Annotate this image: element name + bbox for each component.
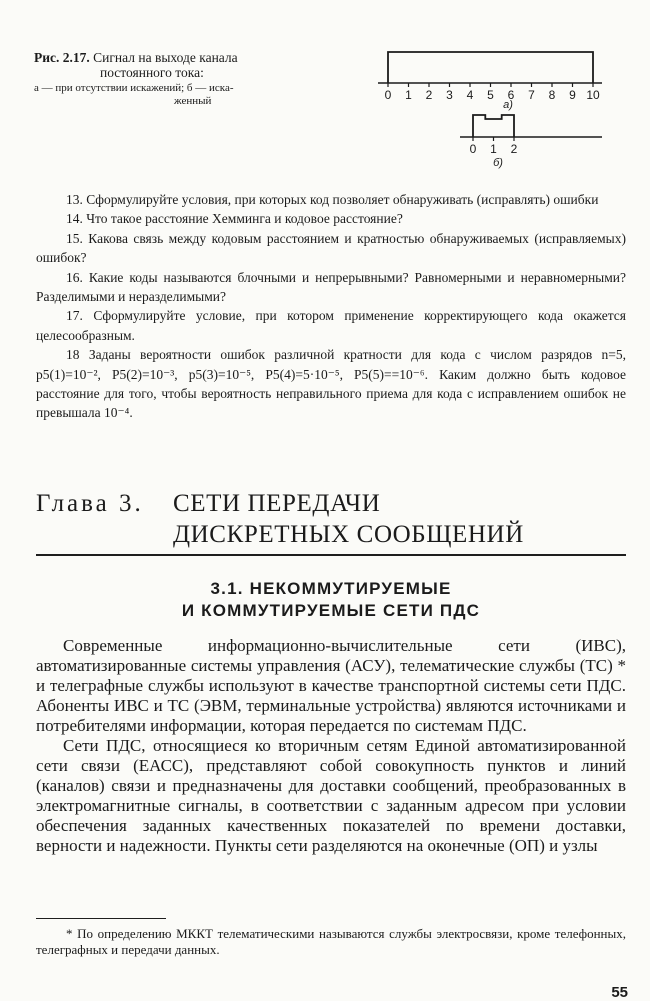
footnote-text: * По определению МККТ телематическими называются службы электросвязи, кроме телефонных, телеграфных и передачи данных.	[36, 926, 626, 957]
caption-title-line	[34, 50, 319, 65]
plot-a-tick-label: 9	[569, 88, 576, 102]
plot-a-tick-label: 5	[487, 88, 494, 102]
footnote-rule	[36, 918, 166, 919]
caption-title: Сигнал на выходе канала	[93, 50, 238, 65]
caption-title-cont: постоянного тока:	[100, 65, 204, 80]
plot-a-tick-label: 4	[466, 88, 474, 102]
section-heading	[36, 578, 626, 622]
plot-b-tick-label: 2	[510, 142, 518, 156]
body-paragraph-1: Современные информационно-вычислительные сети (ИВС), автоматизированные системы управления (АСУ), телематические службы (ТС) * и телеграфные службы используют в качестве транспортной системы сети ПДС. Абоненты ИВС и ТС (ЭВМ, терминальные устройства) являются источниками и потребителями информации, которая передается по системам ПДС.	[36, 636, 626, 735]
plot-b-tick-label: 0	[469, 142, 477, 156]
question-13: 13. Сформулируйте условия, при которых код позволяет обнаруживать (исправлять) ошибки	[66, 192, 599, 207]
chapter-heading	[36, 488, 524, 550]
plot-a-tick-label: 8	[548, 88, 556, 102]
section-title-line2: И КОММУТИРУЕМЫЕ СЕТИ ПДС	[181, 601, 481, 620]
figure-caption	[34, 50, 319, 108]
caption-legend	[34, 82, 319, 108]
plot-a-tick-label: 7	[528, 88, 535, 102]
plot-a-tick-label: 2	[425, 88, 433, 102]
chapter-title-line1: СЕТИ ПЕРЕДАЧИ	[173, 490, 381, 517]
plot-a-tick-label: 0	[384, 88, 392, 102]
chapter-label: Глава 3.	[36, 490, 144, 517]
question-17: 17. Сформулируйте условие, при котором применение корректирующего кода окажется целесообразным.	[36, 308, 626, 343]
signal-figure	[340, 40, 630, 190]
chapter-title-line2: ДИСКРЕТНЫХ СООБЩЕНИЙ	[173, 521, 524, 548]
signal-plot-b	[460, 115, 602, 169]
page-number: 55	[611, 984, 628, 1001]
section-title-line1: 3.1. НЕКОММУТИРУЕМЫЕ	[210, 579, 452, 598]
legend-line1: а — при отсутствии искажений; б — иска-	[34, 82, 234, 94]
plot-b-label: б)	[493, 157, 503, 169]
caption-label: Рис. 2.17.	[34, 50, 90, 65]
legend-line2: женный	[174, 95, 212, 107]
question-15: 15. Какова связь между кодовым расстоянием и кратностью обнаруживаемых (исправляемых) ошибок?	[36, 230, 626, 266]
body-text	[36, 636, 626, 856]
question-14: 14. Что такое расстояние Хемминга и кодовое расстояние?	[66, 211, 403, 227]
plot-a-tick-label: 3	[446, 88, 453, 102]
body-paragraph-2: Сети ПДС, относящиеся ко вторичным сетям Единой автоматизированной сети связи (ЕАСС), представляют собой совокупность пунктов и линий (каналов) связи и предназначены для доставки сообщений, преобразованных в электромагнитные сигналы, в соответствии с заданным адресом при условии обеспечения заданных качественных показателей по времени доставки, верности и надежности. Пункты сети разделяются на оконечные (ОП) и узлы	[36, 736, 626, 855]
plot-a-tick-label: 6	[507, 88, 515, 102]
question-list	[36, 190, 626, 423]
plot-a-pulse	[388, 52, 593, 83]
footnote	[36, 926, 626, 958]
plot-a-tick-label: 1	[405, 88, 412, 102]
question-18: 18 Заданы вероятности ошибок различной кратности для кода с числом разрядов n=5, p5(1)=10⁻², P5(2)=10⁻³, p5(3)=10⁻⁵, P5(4)=5·10⁻⁵, P5(5)==10⁻⁶. Каким должно быть кодовое расстояние для того, чтобы вероятность неправильного приема для кода с исправлением ошибок не превышала 10⁻⁴.	[36, 347, 626, 421]
chapter-rule	[36, 554, 626, 556]
plot-b-tick-label: 1	[490, 142, 497, 156]
plot-a-tick-label: 10	[586, 88, 600, 102]
plot-b-pulse	[473, 115, 514, 137]
question-16: 16. Какие коды называются блочными и непрерывными? Равномерными и неравномерными? Разделимыми и неразделимыми?	[36, 269, 626, 305]
signal-plot-a	[378, 52, 602, 111]
plot-a-label: а)	[503, 99, 513, 111]
